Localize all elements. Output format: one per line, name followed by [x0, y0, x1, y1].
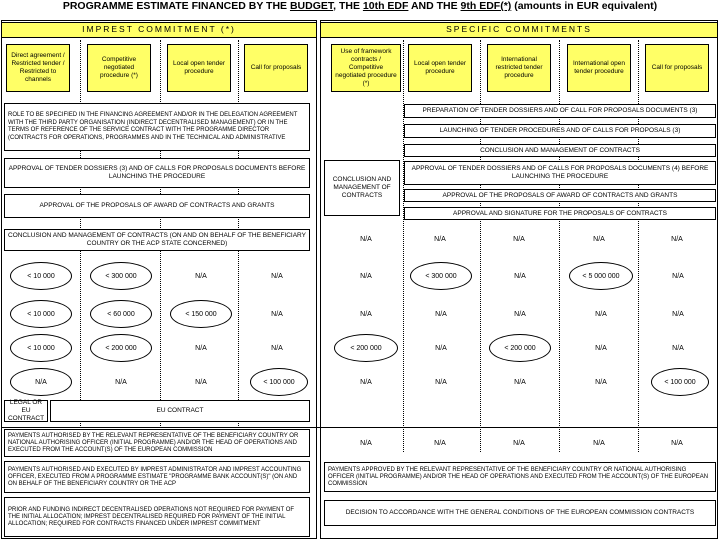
threshold-cell: N/A	[360, 272, 372, 280]
na-cell: N/A	[593, 439, 605, 447]
conclusion-right-box: CONCLUSION AND MANAGEMENT OF CONTRACTS	[404, 144, 716, 157]
col-call-for-proposals: Call for proposals	[244, 44, 308, 92]
threshold-cell: N/A	[195, 344, 207, 352]
payments-approved-box: PAYMENTS APPROVED BY THE RELEVANT REPRESENTATIVE OF THE BENEFICIARY COUNTRY OR NATIONAL AUTHORISING OFFICER (INITIAL PROGRAMME) AND/OR THE HEAD OF OPERATIONS AND EXECUTED FROM THE ACCOUNT(S) OF THE EUROPEAN COMMISSION	[324, 462, 716, 492]
threshold-cell: N/A	[595, 344, 607, 352]
col-direct-agreement: Direct agreement / Restricted tender / Restricted to channels	[6, 44, 70, 92]
threshold-cell: N/A	[360, 310, 372, 318]
payments-imprest-box: PAYMENTS AUTHORISED AND EXECUTED BY IMPREST ADMINISTRATOR AND IMPREST ACCOUNTING OFFICER, EXECUTED FROM A PROGRAMME ESTIMATE "PROGRAMME BANK ACCOUNT(S)" (ON AND ON BEHALF OF THE BENEFICIARY COUNTRY OR THE ACP	[4, 461, 310, 493]
legal-contract-box: LEGAL OR EU CONTRACT	[4, 400, 48, 422]
na-cell: N/A	[671, 235, 683, 243]
na-cell: N/A	[360, 439, 372, 447]
threshold-cell: N/A	[435, 378, 447, 386]
threshold-pill: < 60 000	[90, 300, 152, 328]
conclusion-mgmt-box: CONCLUSION AND MANAGEMENT OF CONTRACTS (ON AND ON BEHALF OF THE BENEFICIARY COUNTRY OR THE ACP STATE CONCERNED)	[4, 229, 310, 251]
threshold-pill: < 300 000	[410, 262, 472, 290]
na-cell: N/A	[434, 235, 446, 243]
col-local-open-tender-right: Local open tender procedure	[408, 44, 472, 92]
approval-award-right-box: APPROVAL OF THE PROPOSALS OF AWARD OF CONTRACTS AND GRANTS	[404, 189, 716, 202]
threshold-pill: < 200 000	[489, 334, 551, 362]
na-cell: N/A	[593, 235, 605, 243]
decision-box: DECISION TO ACCORDANCE WITH THE GENERAL CONDITIONS OF THE EUROPEAN COMMISSION CONTRACTS	[324, 500, 716, 526]
na-cell: N/A	[360, 235, 372, 243]
threshold-pill: < 5 000 000	[569, 262, 633, 290]
threshold-cell: N/A	[271, 272, 283, 280]
threshold-pill: N/A	[10, 368, 72, 396]
threshold-pill: < 150 000	[170, 300, 232, 328]
threshold-pill: < 300 000	[90, 262, 152, 290]
threshold-pill: < 100 000	[250, 368, 308, 396]
na-cell: N/A	[434, 439, 446, 447]
approval-award-left-box: APPROVAL OF THE PROPOSALS OF AWARD OF CONTRACTS AND GRANTS	[4, 194, 310, 218]
threshold-cell: N/A	[115, 378, 127, 386]
col-intl-open: International open tender procedure	[567, 44, 631, 92]
col-competitive-negotiated: Competitive negotiated procedure (*)	[87, 44, 151, 92]
threshold-cell: N/A	[672, 344, 684, 352]
role-specified-box: ROLE TO BE SPECIFIED IN THE FINANCING AGREEMENT AND/OR IN THE DELEGATION AGREEMENT WITH THE THIRD PARTY ORGANISATION (INDIRECT DECENTRALISED MANAGEMENT) OR IN THE TERMS OF REFERENCE OF THE SERVICE CONTRACT WITH THE PROGRAMME DIRECTOR (CONTRACTS FOR OPERATIONS, PROGRAMMES AND IN THE TECHNICAL AND ADMINISTRATIVE	[4, 103, 310, 151]
threshold-cell: N/A	[195, 378, 207, 386]
imprest-header: IMPREST COMMITMENT (*)	[1, 22, 317, 38]
threshold-pill: < 10 000	[10, 334, 72, 362]
col-call-for-proposals-right: Call for proposals	[645, 44, 709, 92]
na-cell: N/A	[513, 235, 525, 243]
na-cell: N/A	[513, 439, 525, 447]
threshold-cell: N/A	[514, 272, 526, 280]
threshold-cell: N/A	[514, 378, 526, 386]
threshold-cell: N/A	[435, 310, 447, 318]
threshold-cell: N/A	[672, 310, 684, 318]
page-title: PROGRAMME ESTIMATE FINANCED BY THE BUDGET, THE 10th EDF AND THE 9th EDF(*) (amounts in EUR equivalent)	[62, 0, 658, 12]
eu-contract-box: EU CONTRACT	[50, 400, 310, 422]
threshold-cell: N/A	[595, 378, 607, 386]
col-intl-restricted: International restricted tender procedure	[487, 44, 551, 92]
threshold-pill: < 200 000	[90, 334, 152, 362]
threshold-cell: N/A	[360, 378, 372, 386]
launching-box: LAUNCHING OF TENDER PROCEDURES AND OF CALLS FOR PROPOSALS (3)	[404, 124, 716, 138]
approval-tender-left-box: APPROVAL OF TENDER DOSSIERS (3) AND OF CALLS FOR PROPOSALS DOCUMENTS BEFORE LAUNCHING THE PROCEDURE	[4, 158, 310, 188]
threshold-pill: < 100 000	[651, 368, 709, 396]
na-cell: N/A	[671, 439, 683, 447]
approval-signature-box: APPROVAL AND SIGNATURE FOR THE PROPOSALS OF CONTRACTS	[404, 207, 716, 220]
threshold-pill: < 200 000	[334, 334, 398, 362]
specific-header: SPECIFIC COMMITMENTS	[320, 22, 718, 38]
conclusion-left-side-box: CONCLUSION AND MANAGEMENT OF CONTRACTS	[324, 160, 400, 216]
threshold-cell: N/A	[514, 310, 526, 318]
threshold-pill: < 10 000	[10, 262, 72, 290]
threshold-pill: < 10 000	[10, 300, 72, 328]
prior-funding-box: PRIOR AND FUNDING INDIRECT DECENTRALISED OPERATIONS NOT REQUIRED FOR PAYMENT OF THE INITIAL ALLOCATION; IMPREST DECENTRALISED REQUIRED FOR PAYMENT OF THE INITIAL ALLOCATION; REQUIRED FOR CONTRACTS FINANCED UNDER IMPREST COMMITMENT	[4, 497, 310, 537]
payments-authorised-box: PAYMENTS AUTHORISED BY THE RELEVANT REPRESENTATIVE OF THE BENEFICIARY COUNTRY OR NATIONAL AUTHORISING OFFICER (INITIAL PROGRAMME) AND/OR THE HEAD OF OPERATIONS AND EXECUTED FROM THE ACCOUNT(S) OF THE EUROPEAN COMMISSION	[4, 429, 310, 457]
threshold-cell: N/A	[672, 272, 684, 280]
threshold-cell: N/A	[271, 344, 283, 352]
threshold-cell: N/A	[435, 344, 447, 352]
approval-tender-right-box: APPROVAL OF TENDER DOSSIERS AND OF CALLS FOR PROPOSALS DOCUMENTS (4) BEFORE LAUNCHING THE PROCEDURE	[404, 161, 716, 185]
threshold-cell: N/A	[271, 310, 283, 318]
col-framework-contracts: Use of framework contracts / Competitive negotiated procedure (*)	[331, 44, 401, 92]
col-local-open-tender: Local open tender procedure	[167, 44, 231, 92]
threshold-cell: N/A	[595, 310, 607, 318]
threshold-cell: N/A	[195, 272, 207, 280]
preparation-box: PREPARATION OF TENDER DOSSIERS AND OF CALL FOR PROPOSALS DOCUMENTS (3)	[404, 104, 716, 118]
